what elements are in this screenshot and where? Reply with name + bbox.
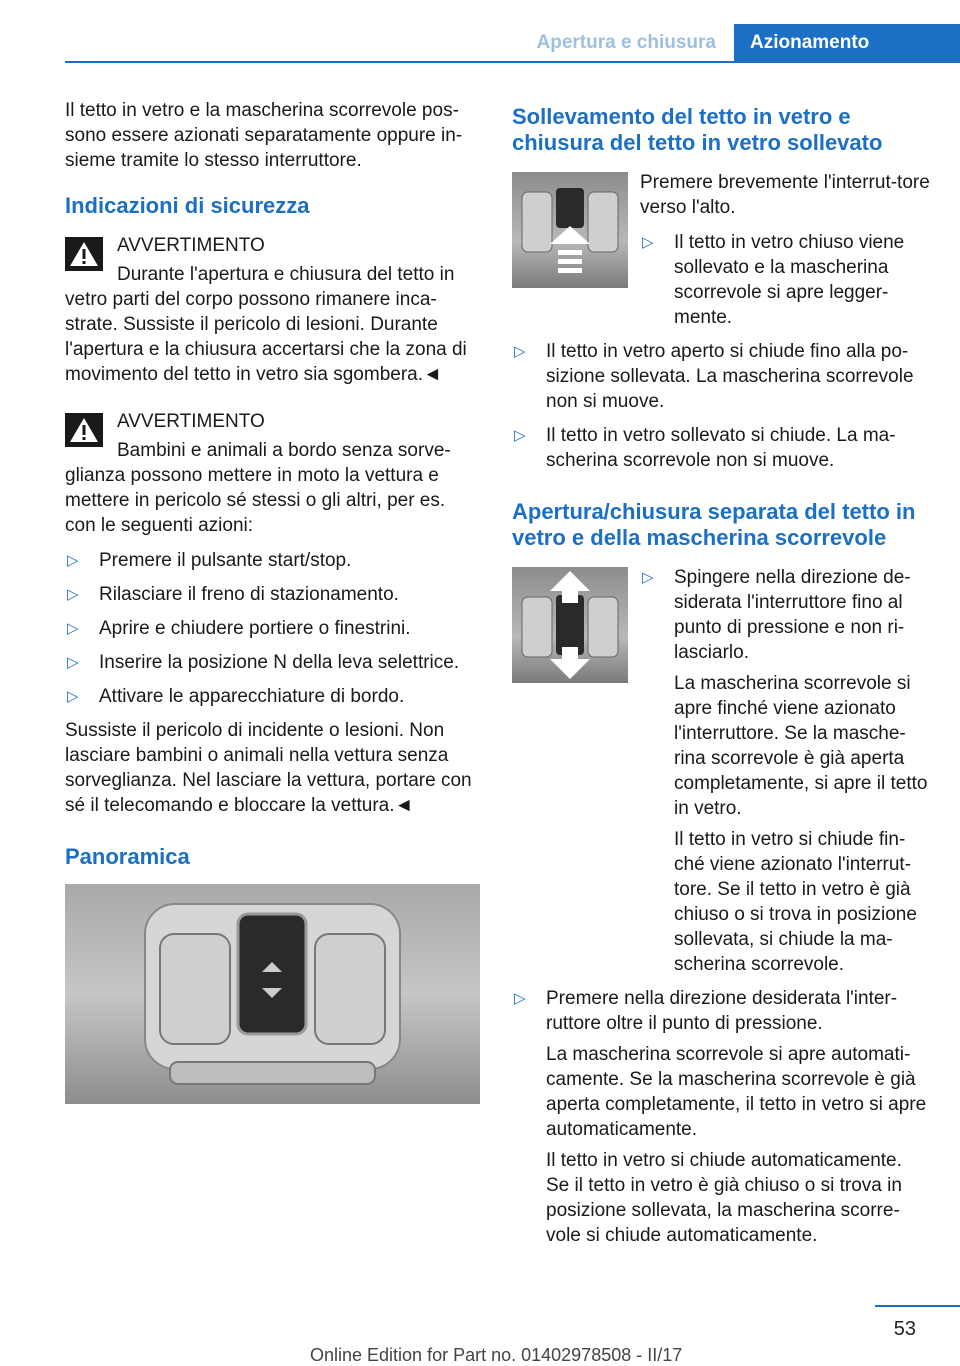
warning-block-2 <box>65 409 480 818</box>
list-item: ▷ Rilasciare il freno di stazionamento. <box>65 582 480 607</box>
warning-text: Bambini e animali a bordo senza sorve-glianza possono mettere in moto la vettura e mettere in pericolo sé stessi o gli altri, per es. con le seguenti azioni: <box>65 438 480 538</box>
switch-both-photo <box>512 567 628 683</box>
list-item: ▷ Inserire la posizione N della leva selettrice. <box>65 650 480 675</box>
triangle-bullet-icon: ▷ <box>67 650 79 675</box>
raise-intro: Premere brevemente l'interrut-tore verso l'alto. <box>512 170 930 220</box>
list-item: ▷ Aprire e chiudere portiere o finestrini. <box>65 616 480 641</box>
left-column <box>65 98 480 1104</box>
tab-active[interactable]: Azionamento <box>734 24 960 62</box>
raise-heading: Sollevamento del tetto in vetro e chiusura del tetto in vetro sollevato <box>512 104 930 156</box>
list-paragraph: Il tetto in vetro si chiude automaticamente. Se il tetto in vetro è già chiuso o si trova in posizione sollevata, la mascherina scorre-vole si chiude automaticamente. <box>512 1148 930 1248</box>
warning-icon <box>65 413 103 447</box>
right-column <box>512 104 930 1258</box>
switch-up-photo <box>512 172 628 288</box>
list-item: ▷ Il tetto in vetro aperto si chiude fino alla po-sizione sollevata. La mascherina scorrevole non si muove. <box>512 339 930 414</box>
triangle-bullet-icon: ▷ <box>67 548 79 573</box>
header-rule <box>65 61 960 63</box>
list-item: ▷ Premere nella direzione desiderata l'inter-ruttore oltre il punto di pressione. <box>512 986 930 1036</box>
triangle-bullet-icon: ▷ <box>514 423 526 448</box>
triangle-bullet-icon: ▷ <box>642 230 654 255</box>
overview-photo <box>65 884 480 1104</box>
list-paragraph: La mascherina scorrevole si apre automati-camente. Se la mascherina scorrevole è già aperta completamente, il tetto in vetro si apre automaticamente. <box>512 1042 930 1142</box>
triangle-bullet-icon: ▷ <box>67 616 79 641</box>
list-paragraph: La mascherina scorrevole si apre finché viene azionato l'interruttore. Se la masche-rina scorrevole è già aperta completamente, si apre il tetto in vetro. <box>640 671 930 821</box>
list-item: ▷ Premere il pulsante start/stop. <box>65 548 480 573</box>
warning-block-1 <box>65 233 480 387</box>
triangle-bullet-icon: ▷ <box>514 339 526 364</box>
triangle-bullet-icon: ▷ <box>67 582 79 607</box>
list-item: ▷ Il tetto in vetro sollevato si chiude. La ma-scherina scorrevole non si muove. <box>512 423 930 473</box>
overview-heading: Panoramica <box>65 844 480 870</box>
list-item: ▷ Spingere nella direzione de-siderata l'interruttore fino al punto di pressione e non ri-lasciarlo. <box>640 565 930 665</box>
warning-icon <box>65 237 103 271</box>
footer-edition: Online Edition for Part no. 01402978508 - II/17 <box>310 1345 682 1366</box>
list-item: ▷ Attivare le apparecchiature di bordo. <box>65 684 480 709</box>
triangle-bullet-icon: ▷ <box>642 565 654 590</box>
warning-label: AVVERTIMENTO <box>65 409 480 434</box>
intro-paragraph: Il tetto in vetro e la mascherina scorrevole pos-sono essere azionati separatamente oppure in-sieme tramite lo stesso interruttore. <box>65 98 480 173</box>
triangle-bullet-icon: ▷ <box>514 986 526 1011</box>
triangle-bullet-icon: ▷ <box>67 684 79 709</box>
list-item: ▷ Il tetto in vetro chiuso viene sollevato e la mascherina scorrevole si apre legger-mente. <box>640 230 930 330</box>
header-tabs <box>519 24 960 62</box>
footer-rule <box>875 1305 960 1307</box>
safety-heading: Indicazioni di sicurezza <box>65 193 480 219</box>
page-number: 53 <box>894 1318 916 1341</box>
warning-closing: Sussiste il pericolo di incidente o lesioni. Non lasciare bambini o animali nella vettura senza sorveglianza. Nel lasciare la vettura, portare con sé il telecomando e bloccare la vettura.◄ <box>65 718 480 818</box>
separate-heading: Apertura/chiusura separata del tetto in vetro e della mascherina scorrevole <box>512 499 930 551</box>
warning-text: Durante l'apertura e chiusura del tetto in vetro parti del corpo possono rimanere inca-strate. Sussiste il pericolo di lesioni. Durante l'apertura e la chiusura accertarsi che la zona di movimento del tetto in vetro sia sgombera.◄ <box>65 262 480 387</box>
warning-label: AVVERTIMENTO <box>65 233 480 258</box>
separate-item-1 <box>640 565 930 977</box>
tab-section[interactable]: Apertura e chiusura <box>519 24 735 62</box>
list-paragraph: Il tetto in vetro si chiude fin-ché viene azionato l'interrut-tore. Se il tetto in vetro è già chiuso o si trova in posizione sollevata, si chiude la ma-scherina scorrevole. <box>640 827 930 977</box>
